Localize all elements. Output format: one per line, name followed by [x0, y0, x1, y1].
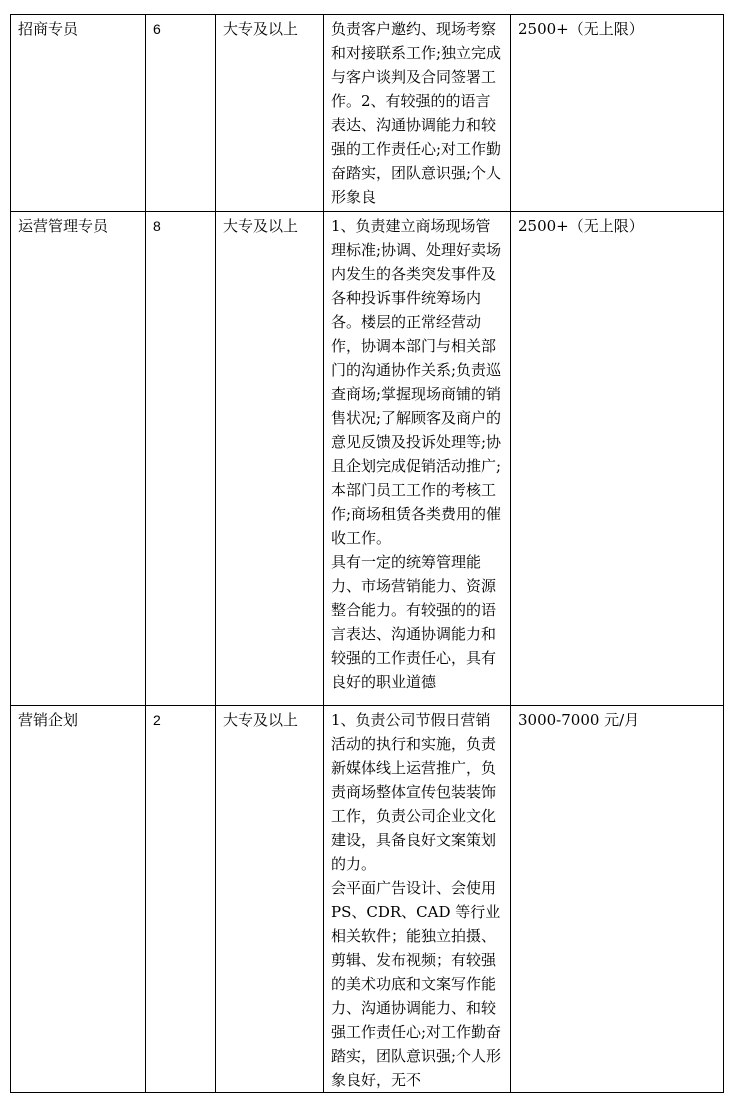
headcount: 6 — [153, 21, 161, 37]
job-title-cell — [11, 706, 146, 1093]
salary: 2500+（无上限） — [518, 20, 644, 38]
duties-cell — [324, 15, 511, 212]
education-cell — [216, 15, 324, 212]
headcount-cell — [146, 212, 216, 706]
headcount-cell — [146, 15, 216, 212]
salary: 2500+（无上限） — [518, 217, 644, 235]
salary-cell — [511, 706, 724, 1093]
duties-paragraph: 负责客户邀约、现场考察和对接联系工作;独立完成与客户谈判及合同签署工作。2、有较强的的语言表达、沟通协调能力和较强的工作责任心;对工作勤奋踏实，团队意识强;个人形象良 — [331, 20, 502, 206]
job-title-cell — [11, 212, 146, 706]
job-title: 运营管理专员 — [18, 217, 109, 235]
headcount-cell — [146, 706, 216, 1093]
duties-paragraph: 会平面广告设计、会使用 PS、CDR、CAD 等行业相关软件；能独立拍摄、剪辑、发布视频；有较强的美术功底和文案写作能力、沟通协调能力、和较强工作责任心;对工作勤奋踏实，团队意识强;个人形象良好，无不 — [331, 879, 502, 1089]
salary: 3000-7000 元/月 — [518, 711, 640, 729]
education-cell — [216, 212, 324, 706]
headcount: 8 — [153, 218, 161, 234]
duties-text — [324, 706, 510, 1092]
table-row — [11, 706, 724, 1093]
duties-paragraph: 1、负责公司节假日营销活动的执行和实施，负责新媒体线上运营推广，负责商场整体宣传包装装饰工作，负责公司企业文化建设，具备良好文案策划的力。 — [331, 711, 497, 873]
education: 大专及以上 — [223, 20, 299, 38]
duties-text — [324, 15, 510, 211]
job-title-cell — [11, 15, 146, 212]
education-cell — [216, 706, 324, 1093]
job-title: 营销企划 — [18, 711, 79, 729]
table-row — [11, 15, 724, 212]
education: 大专及以上 — [223, 711, 299, 729]
job-title: 招商专员 — [18, 20, 79, 38]
salary-cell — [511, 15, 724, 212]
education: 大专及以上 — [223, 217, 299, 235]
job-table — [10, 14, 724, 1093]
duties-cell — [324, 212, 511, 706]
duties-cell — [324, 706, 511, 1093]
table-row — [11, 212, 724, 706]
duties-paragraph: 1、负责建立商场现场管理标准;协调、处理好卖场内发生的各类突发事件及各种投诉事件统筹场内各。楼层的正常经营动作，协调本部门与相关部门的沟通协作关系;负责巡查商场;掌握现场商铺的销售状况;了解顾客及商户的意见反馈及投诉处理等;协且企划完成促销活动推广;本部门员工工作的考核工作;商场租赁各类费用的催收工作。 — [331, 217, 502, 547]
salary-cell — [511, 212, 724, 706]
headcount: 2 — [153, 712, 161, 728]
duties-text — [324, 212, 510, 705]
duties-paragraph: 具有一定的统筹管理能力、市场营销能力、资源整合能力。有较强的的语言表达、沟通协调能力和较强的工作责任心，具有良好的职业道德 — [331, 553, 497, 691]
